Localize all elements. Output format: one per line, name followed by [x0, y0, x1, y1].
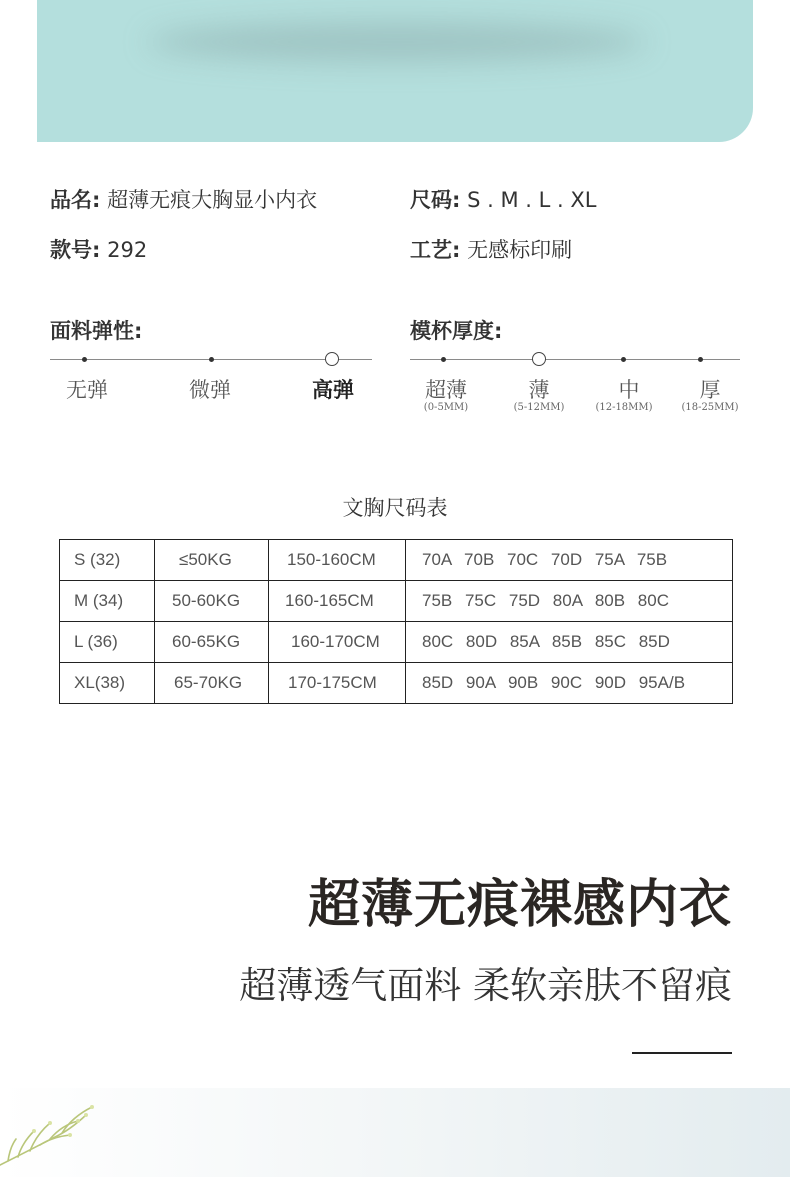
cup-sizes-cell: 70A 70B 70C 70D 75A 75B: [406, 540, 733, 581]
height-cell: 160-165CM: [269, 581, 406, 622]
cup-range-ultrathin: (0-5MM): [423, 402, 469, 413]
spec-product-name: [50, 184, 317, 214]
spec-craft: [410, 234, 572, 264]
weight-cell: 65-70KG: [155, 663, 269, 704]
cup-option-ultrathin: 超薄: [425, 378, 467, 402]
hero-title: 超薄无痕裸感内衣: [307, 875, 732, 935]
table-row: [60, 622, 733, 663]
table-row: [60, 581, 733, 622]
height-cell: 170-175CM: [269, 663, 406, 704]
top-banner: [37, 0, 753, 142]
weight-cell: 60-65KG: [155, 622, 269, 663]
cup-thickness-scale-line: [410, 359, 740, 360]
cup-sizes-cell: 85D 90A 90B 90C 90D 95A/B: [406, 663, 733, 704]
cup-option-thin: 薄: [528, 378, 550, 402]
spec-size-value: S . M . L . XL: [467, 188, 597, 212]
banner-shadow: [147, 22, 647, 62]
elasticity-dot-none: [82, 357, 87, 362]
size-cell: XL(38): [60, 663, 155, 704]
elasticity-dot-slight: [209, 357, 214, 362]
size-cell: L (36): [60, 622, 155, 663]
size-cell: S (32): [60, 540, 155, 581]
cup-sizes-cell: 80C 80D 85A 85B 85C 85D: [406, 622, 733, 663]
weight-cell: 50-60KG: [155, 581, 269, 622]
cup-option-thick: 厚: [699, 378, 721, 402]
table-row: [60, 663, 733, 704]
spec-craft-label: 工艺:: [410, 238, 461, 262]
spec-model-value: 292: [107, 238, 148, 262]
height-cell: 160-170CM: [269, 622, 406, 663]
size-table: [59, 539, 733, 704]
cup-dot-medium: [621, 357, 626, 362]
plant-decoration-icon: [0, 1095, 110, 1177]
cup-range-thick: (18-25MM): [681, 402, 739, 413]
cup-sizes-cell: 75B 75C 75D 80A 80B 80C: [406, 581, 733, 622]
height-cell: 150-160CM: [269, 540, 406, 581]
cup-dot-thick: [698, 357, 703, 362]
spec-size: [410, 184, 596, 214]
size-cell: M (34): [60, 581, 155, 622]
table-row: [60, 540, 733, 581]
spec-size-label: 尺码:: [410, 188, 461, 212]
spec-craft-value: 无感标印刷: [467, 238, 573, 262]
size-table-title: 文胸尺码表: [342, 496, 448, 520]
elasticity-selected-ring: [325, 352, 339, 366]
bottom-photo-strip: [0, 1088, 790, 1177]
elasticity-option-high: 高弹: [312, 378, 354, 402]
cup-range-medium: (12-18MM): [595, 402, 653, 413]
hero-divider: [632, 1052, 732, 1054]
cup-range-thin: (5-12MM): [513, 402, 565, 413]
cup-selected-ring: [532, 352, 546, 366]
spec-name-value: 超薄无痕大胸显小内衣: [107, 188, 318, 212]
cup-option-medium: 中: [618, 378, 640, 402]
hero-subtitle: 超薄透气面料 柔软亲肤不留痕: [239, 964, 732, 1007]
spec-model: [50, 234, 147, 264]
elasticity-title: 面料弹性:: [50, 319, 143, 343]
cup-dot-ultrathin: [441, 357, 446, 362]
elasticity-option-none: 无弹: [66, 378, 108, 402]
cup-thickness-title: 模杯厚度:: [410, 319, 503, 343]
spec-model-label: 款号:: [50, 238, 101, 262]
elasticity-option-slight: 微弹: [189, 378, 231, 402]
weight-cell: ≤50KG: [155, 540, 269, 581]
spec-name-label: 品名:: [50, 188, 101, 212]
